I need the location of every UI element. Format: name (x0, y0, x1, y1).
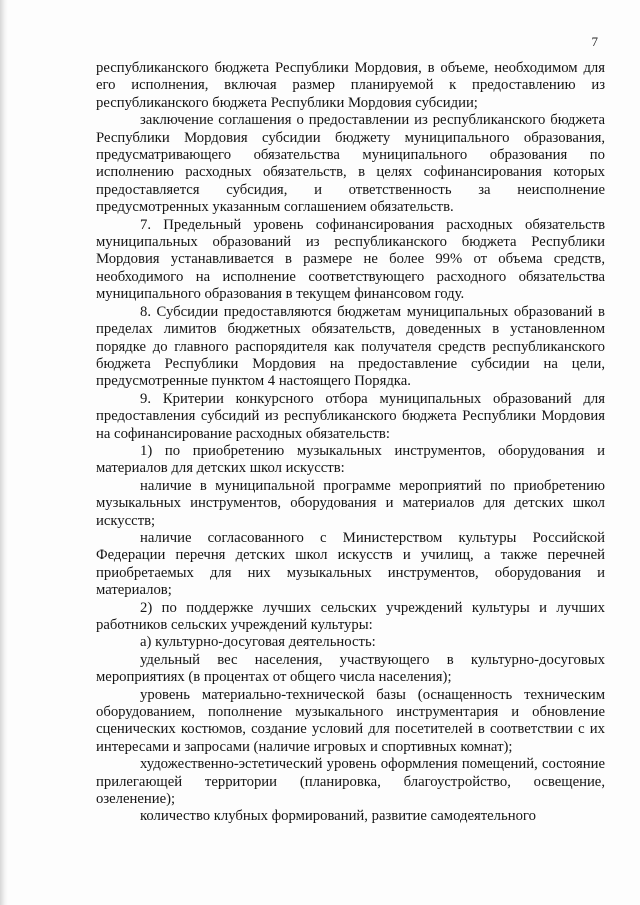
paragraph: заключение соглашения о предоставлении из республиканского бюджета Республики Мордовия субсидии бюджету муниципального образования, предусматривающего обязательства муниципального образования по исполнению расходных обязательств, в целях софинансирования которых предоставляется субсидия, и ответственность за неисполнение предусмотренных указанным соглашением обязательств. (96, 112, 605, 216)
paragraph: количество клубных формирований, развитие самодеятельного (140, 808, 536, 825)
paragraph: уровень материально-технической базы (оснащенность техническим оборудованием, пополнение музыкального инструментария и обновление сценических костюмов, создание условий для посетителей в соответствии с их интересами и запросами (наличие игровых и спортивных комнат); (96, 686, 605, 755)
paragraph: художественно-эстетический уровень оформления помещений, состояние прилегающей территории (планировка, благоустройство, освещение, озеленение); (96, 756, 605, 808)
paragraph: республиканского бюджета Республики Мордовия, в объеме, необходимом для его исполнения, включая размер планируемой к предоставлению из республиканского бюджета Республики Мордовия субсидии; (96, 60, 605, 111)
body-text (96, 60, 605, 826)
paragraph: наличие согласованного с Министерством культуры Российской Федерации перечня детских школ искусств и училищ, а также перечней приобретаемых для них музыкальных инструментов, оборудования и материалов; (96, 529, 605, 599)
paragraph: 8. Субсидии предоставляются бюджетам муниципальных образований в пределах лимитов бюджетных обязательств, доведенных в установленном порядке до главного распорядителя как получателя средств республиканского бюджета Республики Мордовия на предоставление субсидии на цели, предусмотренные пунктом 4 настоящего Порядка. (96, 303, 605, 390)
paragraph: 1) по приобретению музыкальных инструментов, оборудования и материалов для детских школ искусств: (96, 442, 605, 477)
paragraph: наличие в муниципальной программе мероприятий по приобретению музыкальных инструментов, оборудования и материалов для детских школ искусств; (96, 477, 605, 529)
paragraph: 9. Критерии конкурсного отбора муниципальных образований для предоставления субсидий из республиканского бюджета Республики Мордовия на софинансирование расходных обязательств: (96, 390, 605, 442)
paragraph: удельный вес населения, участвующего в культурно-досуговых мероприятиях (в процентах от общего числа населения); (96, 651, 605, 686)
paragraph: 2) по поддержке лучших сельских учреждений культуры и лучших работников сельских учреждений культуры: (96, 599, 605, 633)
paragraph: а) культурно-досуговая деятельность: (140, 634, 376, 651)
page-number: 7 (591, 34, 598, 49)
scan-edge-shadow (0, 0, 8, 905)
paragraph: 7. Предельный уровень софинансирования расходных обязательств муниципальных образований из республиканского бюджета Республики Мордовия устанавливается в размере не более 99% от объема средств, необходимого на исполнение соответствующего расходного обязательства муниципального образования в текущем финансовом году. (96, 216, 605, 303)
